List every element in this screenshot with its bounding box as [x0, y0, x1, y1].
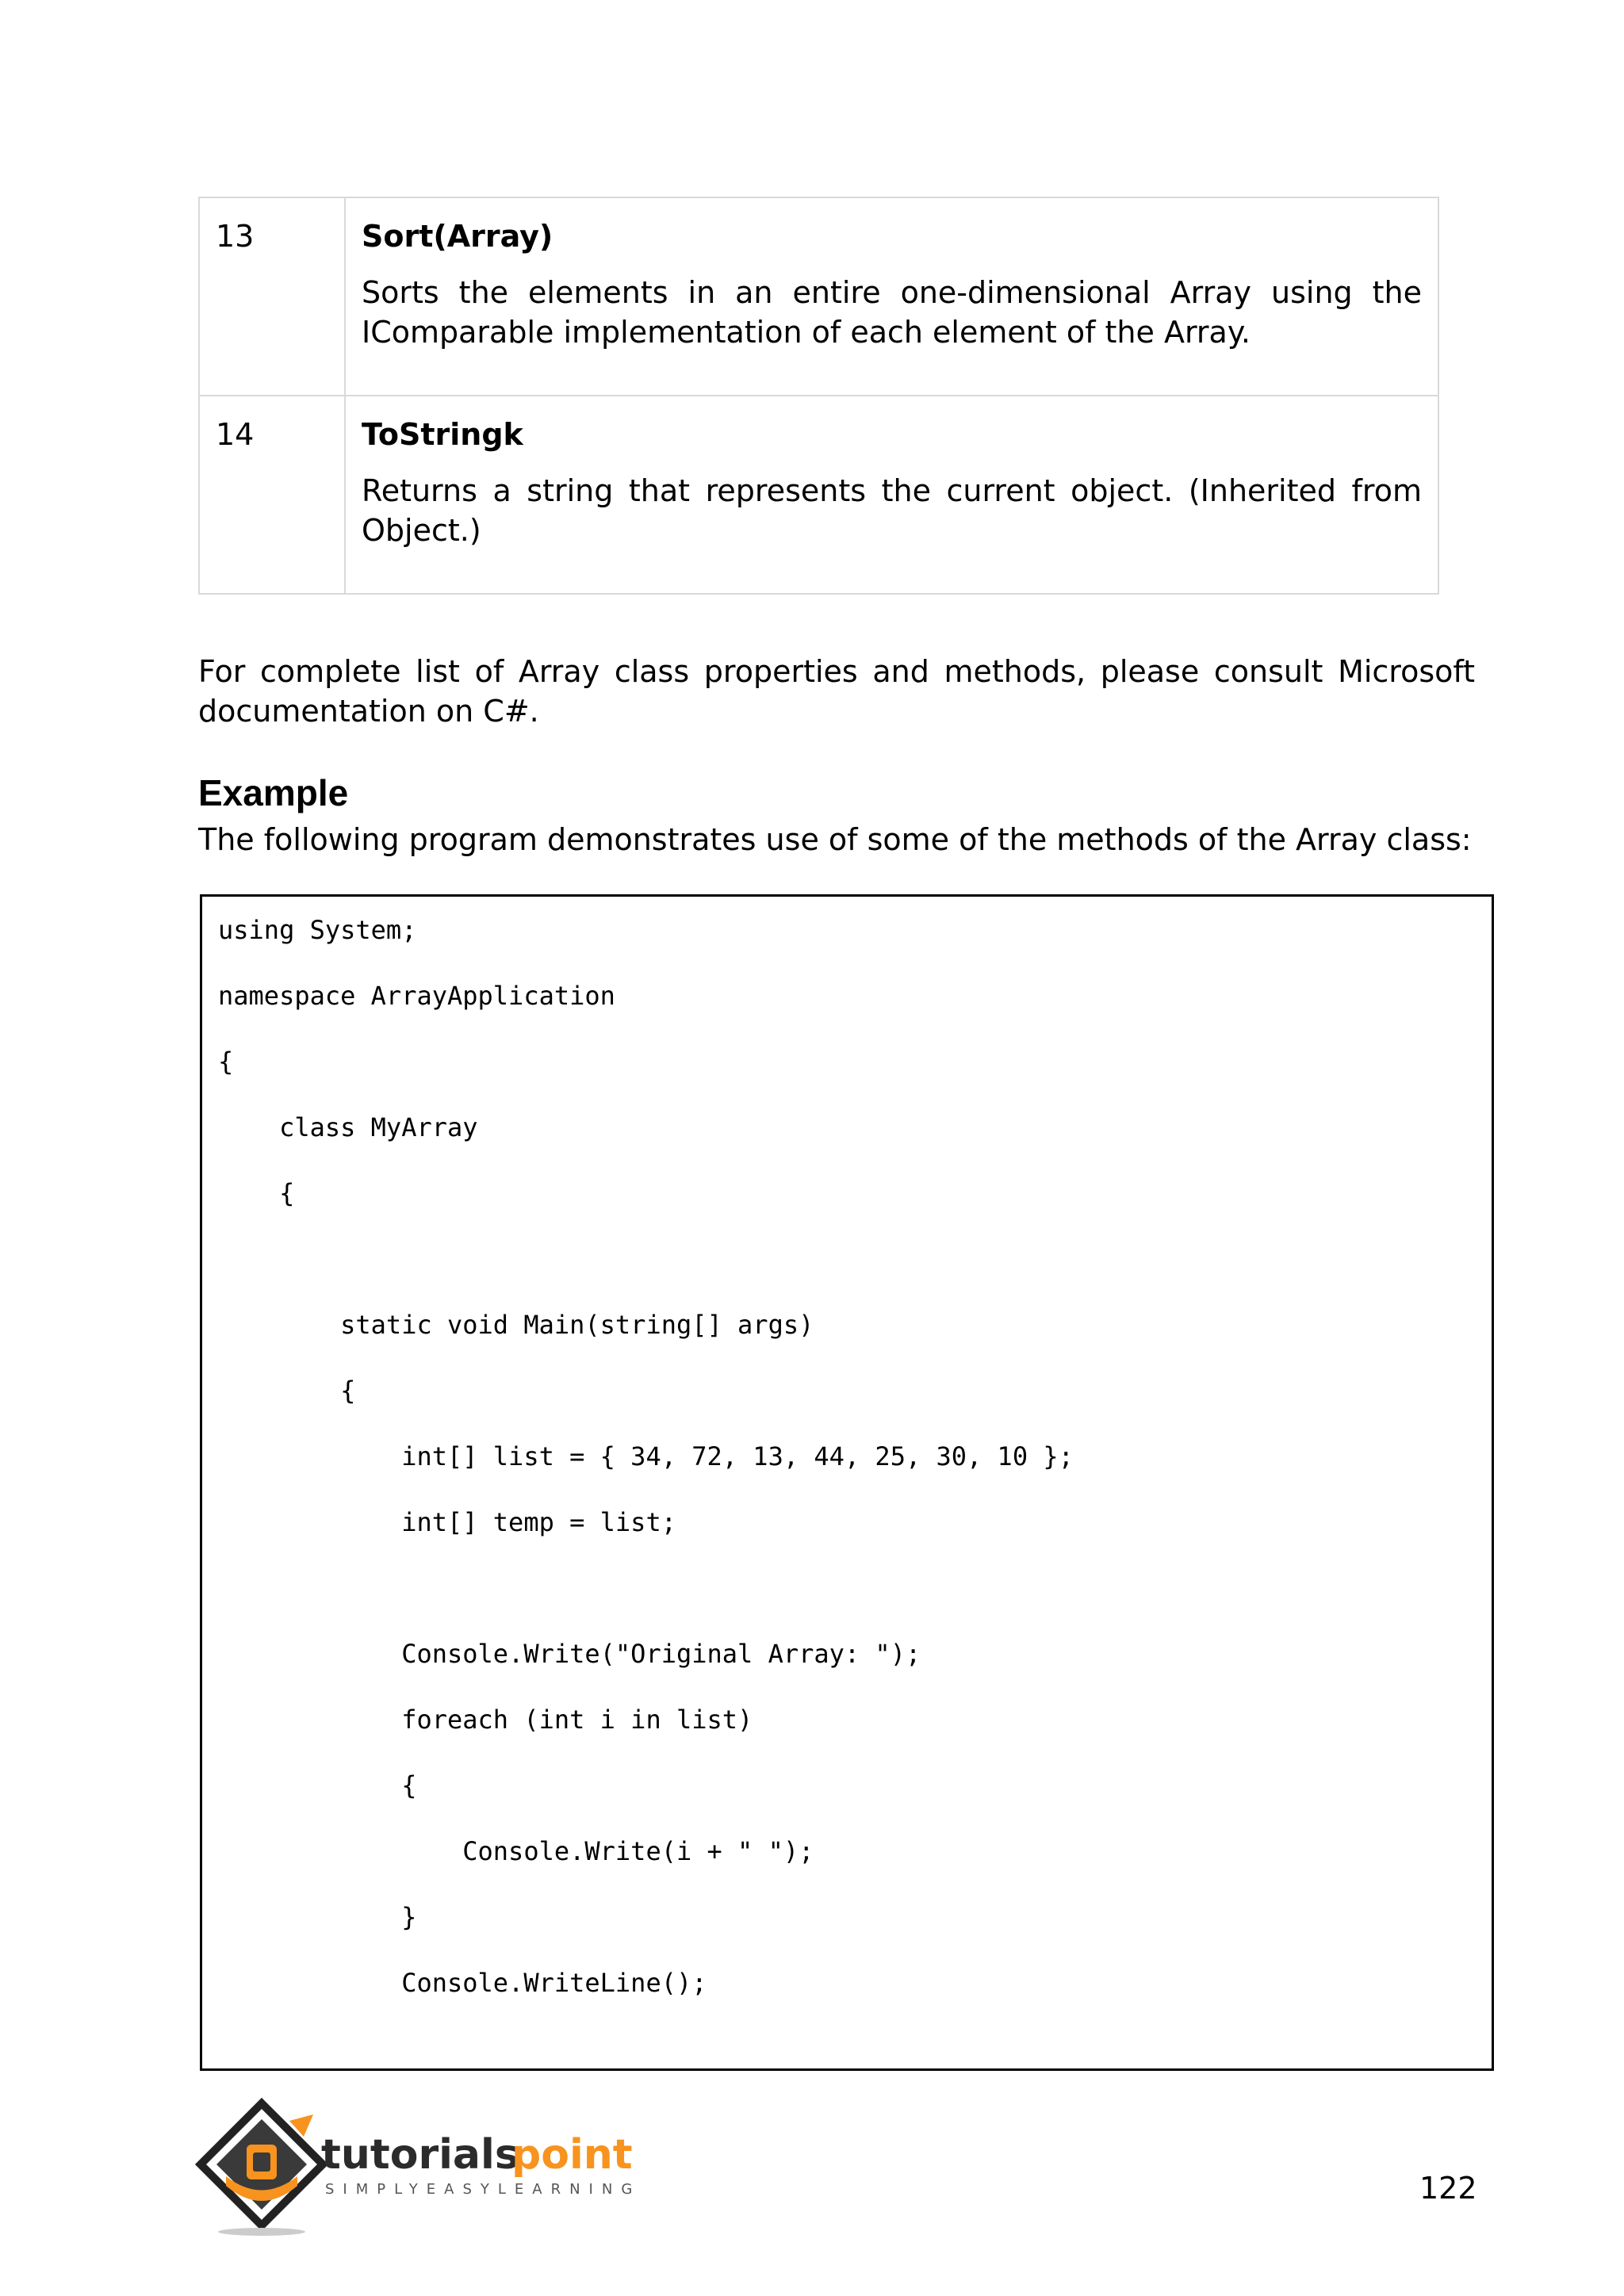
table-row [199, 396, 1438, 594]
method-name: Sort(Array) [362, 219, 553, 254]
code-line: foreach (int i in list) [218, 1705, 753, 1735]
code-block [200, 894, 1494, 2071]
code-line: Console.Write("Original Array: "); [218, 1639, 921, 1669]
logo-tagline: SIMPLYEASYLEARNING [325, 2181, 642, 2198]
table-row [199, 197, 1438, 396]
section-heading: Example [198, 772, 349, 813]
code-line: Console.Write(i + " "); [218, 1836, 814, 1866]
row-number: 13 [199, 197, 345, 396]
logo-wordmark: tutorials [321, 2131, 519, 2179]
row-details [345, 197, 1438, 396]
code-line: class MyArray [218, 1112, 478, 1142]
section-lead: The following program demonstrates use of some of the methods of the Array class: [198, 822, 1472, 857]
code-line: static void Main(string[] args) [218, 1310, 814, 1340]
code-line: Console.WriteLine(); [218, 1968, 707, 1998]
code-line: int[] temp = list; [218, 1507, 676, 1537]
method-description: Returns a string that represents the current object. (Inherited from Object.) [362, 473, 1422, 548]
code-line: { [218, 1178, 295, 1208]
row-number: 14 [199, 396, 345, 594]
logo-mark-icon [201, 2103, 323, 2236]
method-name: ToStringk [362, 417, 523, 452]
logo-wordmark-accent: point [511, 2131, 633, 2179]
tutorialspoint-logo [194, 2097, 654, 2240]
code-line: { [218, 1047, 234, 1077]
code-line: { [218, 1376, 356, 1406]
row-details [345, 396, 1438, 594]
methods-table [198, 197, 1439, 595]
method-description: Sorts the elements in an entire one-dimensional Array using the IComparable implementation of each element of the Array. [362, 275, 1422, 350]
code-line: int[] list = { 34, 72, 13, 44, 25, 30, 10 }; [218, 1441, 1074, 1471]
code-line: { [218, 1770, 417, 1800]
code-line: namespace ArrayApplication [218, 981, 615, 1011]
code-line: } [218, 1902, 417, 1932]
code-line: using System; [218, 915, 417, 945]
page-number: 122 [1419, 2171, 1477, 2206]
intro-paragraph: For complete list of Array class properties and methods, please consult Microsoft documentation on C#. [198, 654, 1475, 729]
